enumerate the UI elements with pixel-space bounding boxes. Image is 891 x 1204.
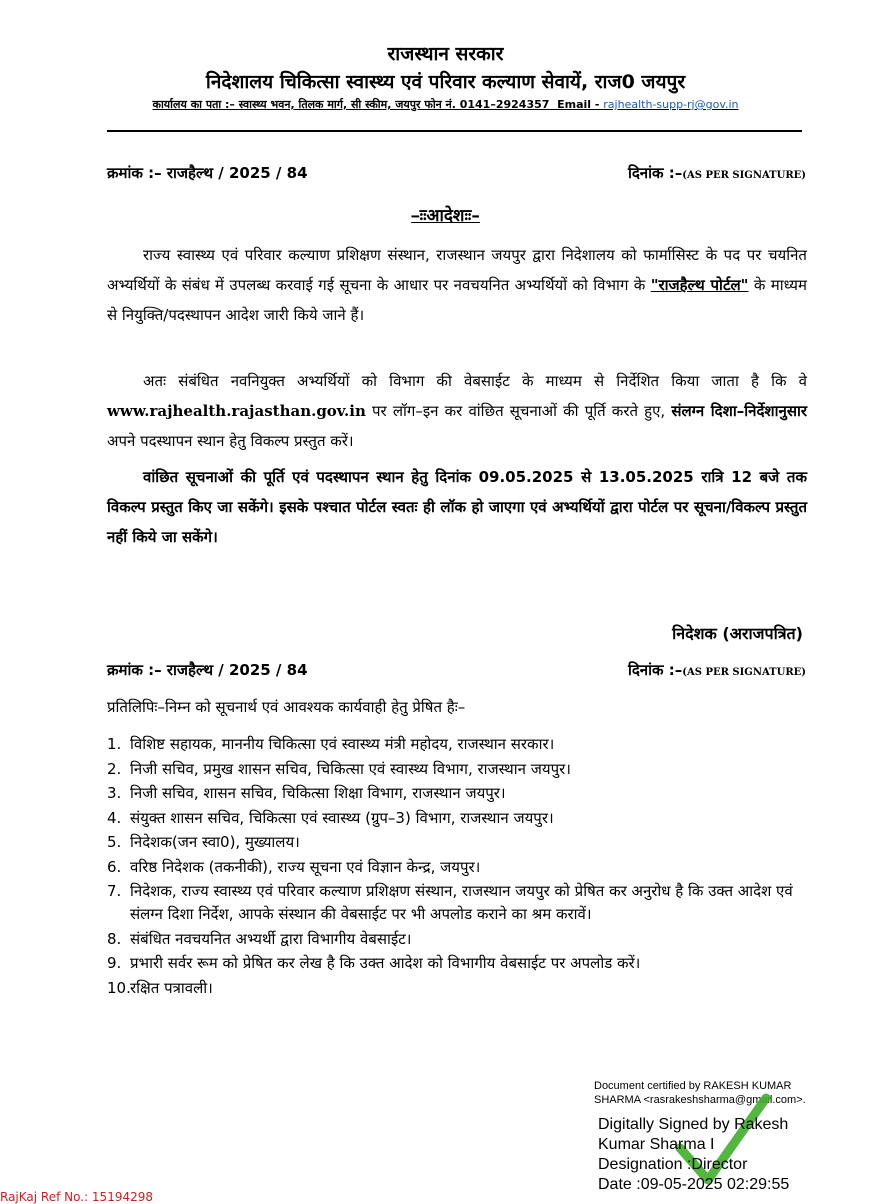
date-label: दिनांक :– (627, 164, 683, 182)
order-paragraph-2 (107, 366, 807, 456)
copy-order-number: क्रमांक :– राजहैल्थ / 2025 / 84 (107, 661, 308, 679)
list-item: 4. संयुक्त शासन सचिव, चिकित्सा एवं स्वास्थ्य (ग्रुप–3) विभाग, राजस्थान जयपुर। (107, 808, 554, 827)
list-item: 5. निदेशक(जन स्वा0), मुख्यालय। (107, 833, 300, 851)
copy-date-label: दिनांक :– (627, 661, 683, 679)
copy-to-intro: प्रतिलिपिः–निम्न को सूचनार्थ एवं आवश्यक कार्यवाही हेतु प्रेषित हैः– (107, 698, 466, 716)
signed-by: Digitally Signed by Rakesh Kumar Sharma I (598, 1116, 789, 1153)
list-item: 7. निदेशक, राज्य स्वास्थ्य एवं परिवार कल्याण प्रशिक्षण संस्थान, राजस्थान जयपुर को प्रेषित कर अनुरोध है कि उक्त आदेश एवं संलग्न दिशा निर्देश, आपके संस्थान की वेबसाईट पर भी अपलोड कराने का श्रम करावें। (107, 882, 793, 923)
copy-date-value: (AS PER SIGNATURE) (682, 667, 806, 678)
order-paragraph-1 (107, 240, 807, 330)
list-item: 3. निजी सचिव, शासन सचिव, चिकित्सा शिक्षा विभाग, राजस्थान जयपुर। (107, 784, 506, 802)
email-label: Email - (557, 98, 600, 111)
deadline-text: वांछित सूचनाओं की पूर्ति एवं पदस्थापन स्थान हेतु दिनांक 09.05.2025 से 13.05.2025 रात्रि 12 बजे तक विकल्प प्रस्तुत किए जा सकेंगे। इसके पश्चात पोर्टल स्वतः ही लॉक हो जाएगा एवं अभ्यर्थियों द्वारा पोर्टल पर सूचना/विकल्प प्रस्तुत नहीं किये जा सकेंगे। (107, 468, 807, 546)
date-value: (AS PER SIGNATURE) (682, 170, 806, 181)
designation: Designation :Director (598, 1156, 748, 1173)
office-address (0, 97, 891, 112)
copy-order-date (628, 660, 806, 680)
department-name: निदेशालय चिकित्सा स्वास्थ्य एवं परिवार कल्याण सेवायें, राज0 जयपुर (205, 71, 686, 93)
rajkaj-reference: RajKaj Ref No.: 15194298 (0, 1190, 153, 1204)
website-link[interactable]: www.rajhealth.rajasthan.gov.in (107, 402, 366, 420)
email-link[interactable]: rajhealth-supp-rj@gov.in (603, 98, 739, 111)
para2-text-2: पर लॉग–इन कर वांछित सूचनाओं की पूर्ति करते हुए, (372, 402, 666, 420)
header-divider (107, 130, 802, 132)
government-name: राजस्थान सरकार (387, 43, 504, 65)
para1-text-2: के माध्यम से नियुक्ति/पदस्थापन आदेश जारी किये जाने हैं। (107, 276, 807, 324)
list-item: 8. संबंधित नवचयनित अभ्यर्थी द्वारा विभागीय वेबसाईट। (107, 929, 412, 948)
deadline-paragraph (107, 462, 807, 552)
para1-text-1: राज्य स्वास्थ्य एवं परिवार कल्याण प्रशिक्षण संस्थान, राजस्थान जयपुर द्वारा निदेशालय को फार्मासिस्ट के पद पर चयनित अभ्यर्थियों के संबंध में उपलब्ध करवाई गई सूचना के आधार पर नवचयनित अभ्यर्थियों को विभाग के (107, 246, 807, 294)
para2-text-3: अपने पदस्थापन स्थान हेतु विकल्प प्रस्तुत करें। (107, 432, 354, 450)
address-text: कार्यालय का पता :– स्वास्थ्य भवन, तिलक मार्ग, सी स्कीम, जयपुर फोन नं. 0141–2924357 (152, 98, 550, 111)
order-title: –ःःआदेशःः– (411, 206, 480, 226)
list-item: 2. निजी सचिव, प्रमुख शासन सचिव, चिकित्सा एवं स्वास्थ्य विभाग, राजस्थान जयपुर। (107, 759, 571, 778)
portal-name: "राजहैल्थ पोर्टल" (650, 276, 749, 294)
list-item: 6. वरिष्ठ निदेशक (तकनीकी), राज्य सूचना एवं विज्ञान केन्द्र, जयपुर। (107, 857, 481, 876)
guidelines-text: संलग्न दिशा–निर्देशानुसार (671, 402, 807, 420)
order-date (628, 163, 806, 183)
list-item: 1. विशिष्ट सहायक, माननीय चिकित्सा एवं स्वास्थ्य मंत्री महोदय, राजस्थान सरकार। (107, 735, 555, 753)
list-item: 9. प्रभारी सर्वर रूम को प्रेषित कर लेख है कि उक्त आदेश को विभागीय वेबसाईट पर अपलोड करें। (107, 954, 641, 972)
para2-text-1: अतः संबंधित नवनियुक्त अभ्यर्थियों को विभाग की वेबसाईट के माध्यम से निर्देशित किया जाता है कि वे (143, 372, 807, 390)
digital-signature (598, 1115, 838, 1195)
certification-note: Document certified by RAKESH KUMAR SHARMA <rasrakeshsharma@gmail.com>. (594, 1080, 806, 1106)
list-item: 10. रक्षित पत्रावली। (107, 978, 213, 997)
signatory-title: निदेशक (अराजपत्रित) (672, 624, 803, 643)
order-number: क्रमांक :– राजहैल्थ / 2025 / 84 (107, 164, 308, 182)
signature-date: Date :09-05-2025 02:29:55 (598, 1176, 790, 1193)
copy-to-list (107, 733, 807, 1001)
